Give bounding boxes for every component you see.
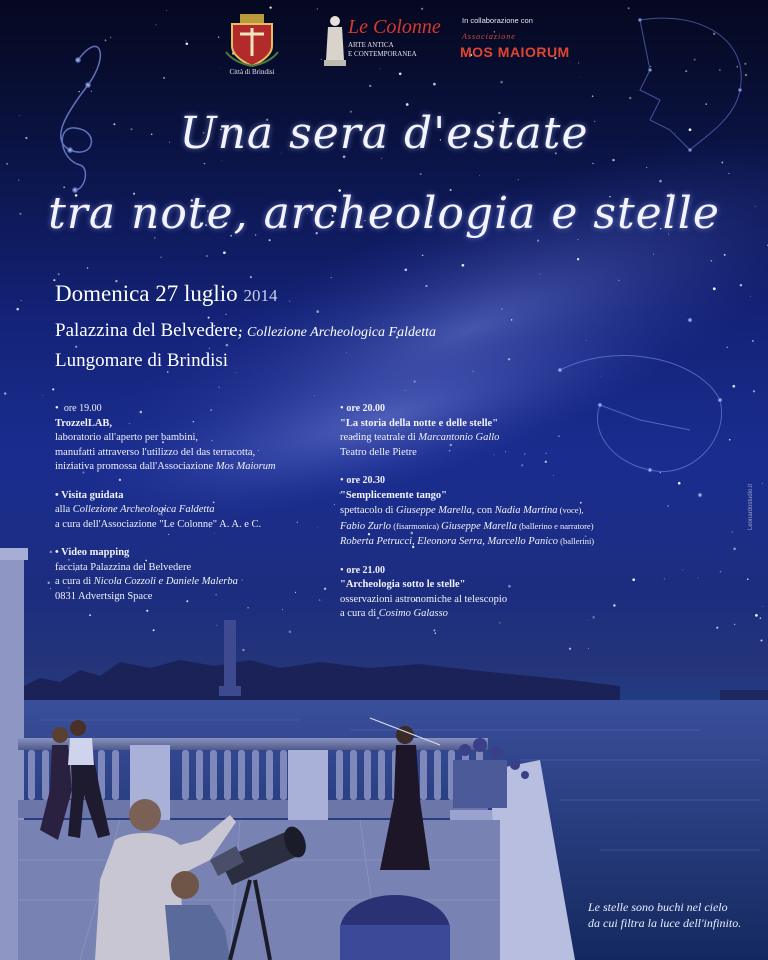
star bbox=[413, 380, 415, 382]
star bbox=[747, 578, 749, 580]
baluster bbox=[196, 750, 203, 800]
star bbox=[317, 8, 318, 9]
star bbox=[511, 319, 513, 321]
star bbox=[592, 95, 594, 97]
city-skyline bbox=[20, 660, 620, 705]
star bbox=[760, 617, 762, 619]
star bbox=[629, 97, 632, 100]
star bbox=[508, 358, 510, 360]
program-item-storia-notte: • ore 20.00 "La storia della notte e delle stelle" reading teatrale di Marcantonio Gallo Teatro delle Pietre bbox=[340, 402, 630, 460]
event-location: Lungomare di Brindisi bbox=[55, 350, 229, 371]
terrace-pillar-mid bbox=[288, 750, 328, 830]
star bbox=[91, 91, 92, 92]
star bbox=[404, 268, 407, 271]
star bbox=[21, 300, 22, 301]
star bbox=[269, 239, 271, 241]
event-date-text: Domenica 27 luglio bbox=[55, 281, 238, 306]
star bbox=[745, 74, 747, 76]
program-line: alla Collezione Archeologica Faldetta bbox=[55, 504, 215, 515]
star bbox=[713, 33, 715, 35]
venue-name: Palazzina del Belvedere, bbox=[55, 320, 243, 341]
star bbox=[618, 280, 620, 282]
baluster bbox=[378, 750, 385, 800]
star bbox=[433, 83, 436, 86]
star bbox=[166, 10, 167, 11]
star bbox=[75, 346, 77, 348]
star bbox=[713, 287, 716, 290]
colonne-name: Le Colonne bbox=[348, 16, 441, 38]
star bbox=[406, 103, 409, 106]
star bbox=[208, 317, 210, 319]
star bbox=[628, 7, 630, 9]
star bbox=[204, 163, 205, 164]
star bbox=[50, 588, 51, 589]
colonne-subtitle-2: E CONTEMPORANEA bbox=[348, 50, 417, 58]
colonne-subtitle-1: ARTE ANTICA bbox=[348, 41, 394, 49]
star bbox=[479, 175, 480, 176]
star bbox=[612, 159, 614, 161]
star bbox=[744, 63, 746, 65]
star bbox=[250, 276, 252, 278]
star bbox=[726, 346, 728, 348]
star bbox=[4, 392, 6, 394]
baluster bbox=[42, 750, 49, 800]
star bbox=[682, 569, 683, 570]
star bbox=[537, 239, 539, 241]
star bbox=[659, 180, 662, 183]
star bbox=[216, 625, 217, 626]
star bbox=[420, 173, 422, 175]
star bbox=[705, 103, 706, 104]
program-item-archeologia: • ore 21.00 "Archeologia sotto le stelle" osservazioni astronomiche al telescopio a cura di Cosimo Galasso bbox=[340, 564, 630, 622]
star bbox=[762, 483, 763, 484]
star bbox=[435, 633, 436, 634]
program-line: reading teatrale di Marcantonio Gallo bbox=[340, 432, 500, 443]
star bbox=[422, 255, 424, 257]
star bbox=[186, 42, 189, 45]
star bbox=[577, 258, 579, 260]
star bbox=[421, 8, 423, 10]
star bbox=[668, 505, 669, 506]
star bbox=[79, 91, 80, 92]
baluster bbox=[280, 750, 287, 800]
star bbox=[110, 37, 111, 38]
baluster bbox=[252, 750, 259, 800]
star bbox=[580, 77, 581, 78]
distant-pier bbox=[720, 690, 768, 700]
star bbox=[750, 296, 751, 297]
program-time: ore 20.30 bbox=[346, 475, 386, 486]
program-time: ore 20.00 bbox=[346, 403, 386, 414]
flower-pot bbox=[453, 760, 507, 808]
star bbox=[160, 257, 162, 259]
program-line: osservazioni astronomiche al telescopio bbox=[340, 593, 508, 605]
star bbox=[226, 344, 229, 347]
program-line: a cura di Cosimo Galasso bbox=[340, 608, 448, 619]
star bbox=[732, 385, 735, 388]
program-left bbox=[55, 402, 330, 613]
program-item-tango: • ore 20.30 "Semplicemente tango" spettacolo di Giuseppe Marella, con Nadia Martina (voce), Fabio Zurlo (fisarmonica) Giuseppe Marella (ballerino e narratore) Roberta Petrucci, Eleonora Serra, Marcello Panico (ballerini) bbox=[340, 474, 630, 550]
star bbox=[48, 582, 50, 584]
logo-citta-di-brindisi bbox=[222, 12, 282, 78]
statue-icon bbox=[322, 14, 348, 68]
star bbox=[518, 179, 519, 180]
star bbox=[42, 395, 43, 396]
star bbox=[242, 649, 244, 651]
star bbox=[346, 352, 347, 353]
logo-mos-maiorum bbox=[460, 16, 600, 70]
star bbox=[236, 372, 237, 373]
collab-text: In collaborazione con bbox=[462, 16, 533, 25]
star bbox=[472, 371, 473, 372]
star bbox=[185, 40, 186, 41]
star bbox=[89, 614, 91, 616]
star bbox=[222, 160, 223, 161]
star bbox=[694, 59, 696, 61]
star bbox=[225, 314, 226, 315]
program-item-trozzellab: • ore 19.00 TrozzelLAB, laboratorio all'aperto per bambini, manufatti attraverso l'utilizzo del das terracotta, iniziativa promossa dall'Associazione Mos Maiorum bbox=[55, 402, 330, 475]
star bbox=[223, 251, 226, 254]
star bbox=[740, 284, 742, 286]
star bbox=[753, 390, 755, 392]
star bbox=[724, 254, 726, 256]
quote-line-2: da cui filtra la luce dell'infinito. bbox=[588, 916, 742, 930]
program-line: spettacolo di Giuseppe Marella, con Nadia Martina (voce), bbox=[340, 505, 584, 516]
star bbox=[737, 66, 738, 67]
star bbox=[719, 69, 721, 71]
program-title: Video mapping bbox=[61, 547, 130, 558]
baluster bbox=[224, 750, 231, 800]
star bbox=[405, 390, 406, 391]
program-line: iniziativa promossa dall'Associazione Mos Maiorum bbox=[55, 461, 276, 472]
baluster bbox=[364, 750, 371, 800]
star bbox=[156, 25, 157, 26]
star bbox=[206, 255, 207, 256]
baluster bbox=[28, 750, 35, 800]
star bbox=[650, 66, 651, 67]
program-line: manufatti attraverso l'utilizzo del das terracotta, bbox=[55, 446, 256, 458]
program-time: ore 19.00 bbox=[63, 403, 102, 414]
star bbox=[462, 264, 465, 267]
title-line-1: Una sera d'estate bbox=[179, 108, 589, 159]
star bbox=[500, 81, 503, 84]
star bbox=[678, 482, 681, 485]
star bbox=[153, 629, 155, 631]
association-label: Associazione bbox=[462, 32, 516, 41]
program-line: a cura di Nicola Cozzoli e Daniele Malerba bbox=[55, 576, 238, 587]
event-venue bbox=[55, 320, 436, 342]
star bbox=[18, 180, 19, 181]
star bbox=[760, 639, 762, 641]
star bbox=[52, 388, 54, 390]
star bbox=[601, 376, 602, 377]
star bbox=[314, 395, 315, 396]
baluster bbox=[210, 750, 217, 800]
star bbox=[711, 260, 712, 261]
baluster bbox=[238, 750, 245, 800]
star bbox=[331, 277, 332, 278]
quote-line-1: Le stelle sono buchi nel cielo bbox=[588, 900, 728, 914]
star bbox=[316, 310, 319, 313]
association-name: MOS MAIORUM bbox=[460, 44, 570, 60]
program-line: 0831 Advertsign Space bbox=[55, 590, 153, 602]
program-line: Fabio Zurlo (fisarmonica) Giuseppe Marella (ballerino e narratore) bbox=[340, 520, 594, 532]
star bbox=[501, 309, 502, 310]
venue-collection: Collezione Archeologica Faldetta bbox=[247, 325, 436, 340]
program-title: "Archeologia sotto le stelle" bbox=[340, 579, 466, 590]
star bbox=[425, 285, 427, 287]
star bbox=[685, 70, 687, 72]
star bbox=[664, 578, 665, 579]
program-line: a cura dell'Associazione "Le Colonne" A. A. e C. bbox=[55, 518, 262, 530]
star bbox=[646, 167, 647, 168]
star bbox=[209, 348, 210, 349]
program-title: Visita guidata bbox=[61, 489, 124, 501]
program-right bbox=[340, 402, 630, 631]
star bbox=[632, 578, 635, 581]
star bbox=[755, 614, 758, 617]
star bbox=[716, 627, 718, 629]
star bbox=[369, 85, 371, 87]
star bbox=[586, 340, 587, 341]
brindisi-coat-of-arms-icon bbox=[222, 12, 282, 68]
program-time: ore 21.00 bbox=[346, 564, 386, 576]
star bbox=[50, 551, 53, 554]
star bbox=[720, 571, 722, 573]
event-date bbox=[55, 281, 277, 307]
star bbox=[569, 648, 571, 650]
star bbox=[539, 274, 540, 275]
baluster bbox=[350, 750, 357, 800]
baluster bbox=[112, 750, 119, 800]
star bbox=[6, 163, 8, 165]
designer-credit: Leonardostudio.it bbox=[748, 483, 754, 530]
star bbox=[218, 36, 220, 38]
program-item-visita: • Visita guidata alla Collezione Archeologica Faldetta a cura dell'Associazione "Le Colonne" A. A. e C. bbox=[55, 489, 330, 533]
star bbox=[289, 631, 292, 634]
star bbox=[697, 577, 698, 578]
star bbox=[763, 606, 764, 607]
star bbox=[87, 267, 89, 269]
baluster bbox=[336, 750, 343, 800]
program-line: Teatro delle Pietre bbox=[340, 446, 417, 458]
star bbox=[728, 173, 729, 174]
star bbox=[269, 6, 271, 8]
star bbox=[163, 77, 165, 79]
star bbox=[752, 340, 754, 342]
closing-quote bbox=[588, 899, 741, 931]
program-line: Roberta Petrucci, Eleonora Serra, Marcello Panico (ballerini) bbox=[340, 536, 595, 547]
star bbox=[399, 73, 402, 76]
star bbox=[729, 439, 731, 441]
city-caption: Città di Brindisi bbox=[229, 68, 275, 76]
star bbox=[577, 239, 578, 240]
program-title: TrozzelLAB, bbox=[55, 417, 113, 429]
program-line: facciata Palazzina del Belvedere bbox=[55, 561, 192, 573]
star bbox=[16, 308, 19, 311]
baluster bbox=[266, 750, 273, 800]
logo-le-colonne bbox=[322, 14, 441, 70]
star bbox=[734, 624, 735, 625]
baluster bbox=[420, 750, 427, 800]
star bbox=[218, 386, 220, 388]
star bbox=[653, 254, 654, 255]
event-year: 2014 bbox=[243, 286, 278, 305]
star bbox=[721, 162, 723, 164]
program-item-video-mapping: • Video mapping facciata Palazzina del Belvedere a cura di Nicola Cozzoli e Daniele Malerba 0831 Advertsign Space bbox=[55, 546, 330, 604]
baluster bbox=[182, 750, 189, 800]
monument-tower bbox=[224, 620, 236, 690]
plant-pot bbox=[340, 925, 450, 960]
program-title: "La storia della notte e delle stelle" bbox=[340, 417, 499, 429]
title-line-2: tra note, archeologia e stelle bbox=[48, 188, 720, 239]
star bbox=[58, 273, 60, 275]
program-title: "Semplicemente tango" bbox=[340, 489, 448, 501]
star bbox=[731, 531, 732, 532]
star bbox=[289, 301, 290, 302]
baluster bbox=[434, 750, 441, 800]
star bbox=[334, 504, 335, 505]
star bbox=[588, 648, 589, 649]
program-line: laboratorio all'aperto per bambini, bbox=[55, 432, 199, 443]
star bbox=[733, 547, 736, 550]
star bbox=[105, 39, 107, 41]
star bbox=[592, 163, 594, 165]
